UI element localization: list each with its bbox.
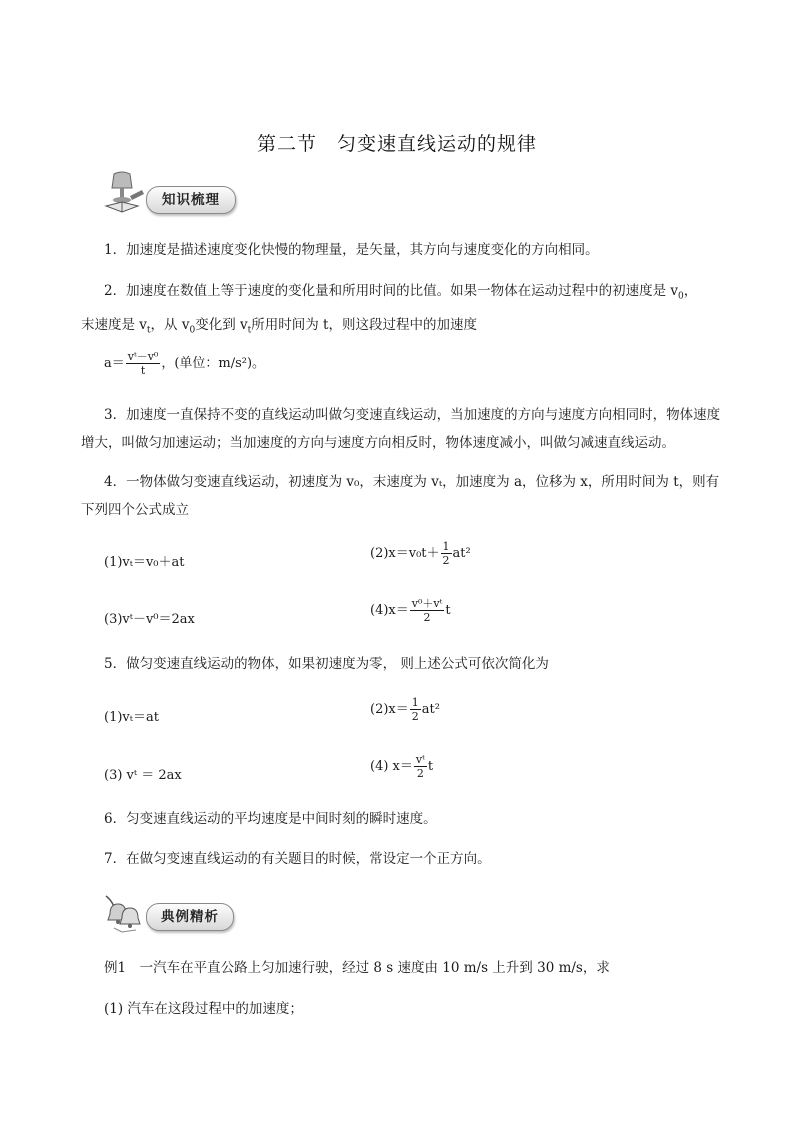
formula-2: (2)x＝v₀t＋ $\frac{1}{2}$ at² <box>370 540 471 567</box>
item-5: 5．做匀变速直线运动的物体，如果初速度为零， 则上述公式可依次简化为 <box>104 656 549 672</box>
section-badge-examples: 典例精析 <box>146 903 234 931</box>
section-badge-knowledge: 知识梳理 <box>146 186 236 214</box>
item-4: 4．一物体做匀变速直线运动，初速度为 v₀，末速度为 vₜ，加速度为 a，位移为 x，所用时间为 t，则有下列四个公式成立 <box>81 474 720 518</box>
simplified-formula-4: (4) x＝ $\frac{\text{vᵗ}}{2}$ t <box>370 753 434 780</box>
simplified-formula-1: (1)vₜ＝at <box>104 710 159 725</box>
formula-3: (3)vᵗ－v⁰＝2ax <box>104 612 195 627</box>
simplified-formula-3: (3) vᵗ ＝ 2ax <box>104 768 182 783</box>
bells-icon <box>100 892 146 938</box>
item-6: 6．匀变速直线运动的平均速度是中间时刻的瞬时速度。 <box>104 811 437 827</box>
example-1-question-1: (1) 汽车在这段过程中的加速度； <box>104 1001 303 1017</box>
item-1: 1．加速度是描述速度变化快慢的物理量，是矢量，其方向与速度变化的方向相同。 <box>104 242 599 258</box>
simplified-formula-2: (2)x＝ $\frac{1}{2}$ at² <box>370 696 440 723</box>
lamp-book-icon <box>102 170 148 216</box>
item-2: 2．加速度在数值上等于速度的变化量和所用时间的比值。如果一物体在运动过程中的初速度是 $v_0$， 末速度是 $v_t$，从 $v_0$变化到 $v_t$所用时间为 t，则这段过程中的加速度 <box>81 283 698 336</box>
item-7: 7．在做匀变速直线运动的有关题目的时候，常设定一个正方向。 <box>104 851 491 867</box>
page-title: 第二节 匀变速直线运动的规律 <box>256 133 537 155</box>
acceleration-formula: a＝ $\frac{\text{vᵗ－v⁰}}{t}$ ，(单位：m/s²)。 <box>104 350 266 377</box>
formula-1: (1)vₜ＝v₀＋at <box>104 555 185 570</box>
item-3: 3．加速度一直保持不变的直线运动叫做匀变速直线运动，当加速度的方向与速度方向相同时，物体速度增大，叫做匀加速运动；当加速度的方向与速度方向相反时，物体速度减小，叫做匀减速直线运动。 <box>81 407 721 451</box>
formula-4: (4)x＝ $\frac{\text{v⁰＋vᵗ}}{2}$ t <box>370 597 451 624</box>
example-1: 例1 一汽车在平直公路上匀加速行驶，经过 8 s 速度由 10 m/s 上升到 30 m/s，求 <box>104 960 610 976</box>
